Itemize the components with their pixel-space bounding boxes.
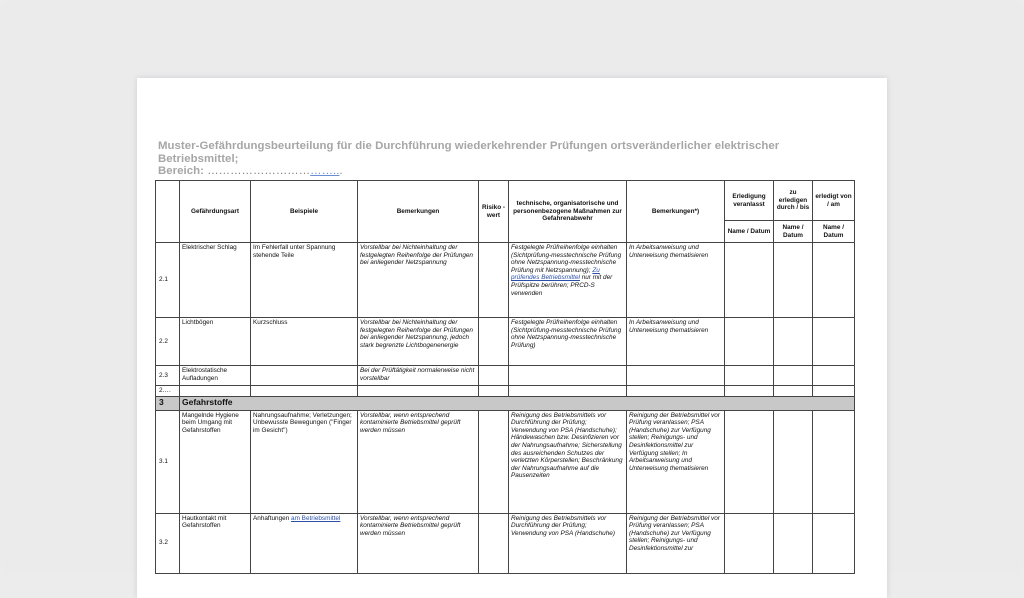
cell-zu-erledigen (774, 243, 813, 318)
massnahmen-text: Festgelegte Prüfreihenfolge einhalten (Sichtprüfung-messtechnische Prüfung ohne Netzspannung-messtechnische Prüfung mit Netzspannung); (511, 244, 622, 274)
cell-risikowert (479, 366, 509, 386)
table-row (156, 410, 855, 513)
cell-beispiele (251, 513, 358, 573)
beispiele-text: Anhaftungen (253, 514, 290, 522)
cell-massnahmen (509, 386, 627, 397)
cell-bemerkungen2: In Arbeitsanweisung und Unterweisung thematisieren (627, 318, 725, 366)
cell-bemerkungen: Bei der Prüftätigkeit normalerweise nicht vorstellbar (358, 366, 479, 386)
row-number: 3.2 (156, 513, 180, 573)
cell-erledigung (725, 513, 774, 573)
cell-erledigt (813, 410, 855, 513)
cell-art: Lichtbögen (180, 318, 251, 366)
row-number: 2.1 (156, 243, 180, 318)
table-header-row (156, 181, 855, 221)
cell-erledigung (725, 366, 774, 386)
document-page (137, 78, 887, 598)
cell-zu-erledigen (774, 366, 813, 386)
cell-art: Hautkontakt mit Gefahrstoffen (180, 513, 251, 573)
cell-bemerkungen2: Reinigung der Betriebsmittel vor Prüfung veranlassen; PSA (Handschuhe) zur Verfügung stellen; Reinigungs- und Desinfektionsmittel zur Verfügung stellen; In Arbeitsanweisung und Unterweisung thematisieren (627, 410, 725, 513)
cell-erledigt (813, 318, 855, 366)
cell-bemerkungen: Vorstellbar bei Nichteinhaltung der festgelegten Reihenfolge der Prüfungen bei anliegender Netzspannung, jedoch stark begrenzte Lichtbogenenergie (358, 318, 479, 366)
cell-massnahmen: Reinigung des Betriebsmittels vor Durchführung der Prüfung; Verwendung von PSA (Handschuhe); Händewaschen bzw. Desinfizieren vor der Nahrungsaufnahme; Sicherstellung des ausreichenden Schutzes der verletzten Körperstellen; Beschränkung der Nahrungsaufnahme auf die Pausenzeiten (509, 410, 627, 513)
cell-risikowert (479, 386, 509, 397)
cell-bemerkungen (358, 386, 479, 397)
cell-massnahmen: Festgelegte Prüfreihenfolge einhalten (Sichtprüfung-messtechnische Prüfung ohne Netzspannung-messtechnische Prüfung) (509, 318, 627, 366)
massnahmen-link[interactable]: Zu prüfendes Betriebsmittel (511, 266, 600, 282)
cell-zu-erledigen (774, 318, 813, 366)
cell-art: Elektrischer Schlag (180, 243, 251, 318)
beispiele-link[interactable]: am Betriebsmittel (291, 514, 341, 522)
cell-zu-erledigen (774, 513, 813, 573)
header-bemerkungen: Bemerkungen (358, 181, 479, 243)
cell-beispiele (251, 366, 358, 386)
cell-art (180, 386, 251, 397)
section-number: 3 (156, 396, 180, 410)
area-link[interactable]: …….. (310, 165, 340, 177)
header-beispiele: Beispiele (251, 181, 358, 243)
subheader-name-datum: Name / Datum (725, 221, 774, 243)
cell-risikowert (479, 318, 509, 366)
cell-bemerkungen2: In Arbeitsanweisung und Unterweisung thematisieren (627, 243, 725, 318)
table-row (156, 366, 855, 386)
row-number: 3.1 (156, 410, 180, 513)
cell-erledigt (813, 366, 855, 386)
area-end: . (339, 165, 343, 177)
table-row (156, 318, 855, 366)
row-number: 2.2 (156, 318, 180, 366)
cell-beispiele: Kurzschluss (251, 318, 358, 366)
table-row (156, 386, 855, 397)
cell-risikowert (479, 410, 509, 513)
massnahmen-text: nur mit der Prüfspitze berühren; PRCD-S verwenden (511, 274, 613, 297)
table-row (156, 513, 855, 573)
cell-bemerkungen2 (627, 386, 725, 397)
cell-beispiele (251, 386, 358, 397)
cell-beispiele: Nahrungsaufnahme; Verletzungen; Unbewusste Bewegungen ("Finger im Gesicht") (251, 410, 358, 513)
cell-erledigt (813, 386, 855, 397)
table-row (156, 243, 855, 318)
cell-art: Mangelnde Hygiene beim Umgang mit Gefahrstoffen (180, 410, 251, 513)
cell-erledigung (725, 243, 774, 318)
area-blank: ……………………… (207, 165, 311, 177)
cell-bemerkungen: Vorstellbar, wenn entsprechend kontaminierte Betriebsmittel geprüft werden müssen (358, 410, 479, 513)
header-num (156, 181, 180, 243)
cell-zu-erledigen (774, 410, 813, 513)
title-line-1: Muster-Gefährdungsbeurteilung für die Durchführung wiederkehrender Prüfungen ortsveränderlicher elektrischer Betriebsmittel; (158, 140, 780, 165)
section-row (156, 396, 855, 410)
cell-risikowert (479, 513, 509, 573)
subheader-name-datum: Name / Datum (813, 221, 855, 243)
document-title (158, 140, 858, 178)
cell-beispiele: Im Fehlerfall unter Spannung stehende Teile (251, 243, 358, 318)
cell-erledigung (725, 386, 774, 397)
cell-art: Elektrostatische Aufladungen (180, 366, 251, 386)
cell-erledigung (725, 410, 774, 513)
cell-massnahmen (509, 366, 627, 386)
header-gefaehrdungsart: Gefährdungsart (180, 181, 251, 243)
subheader-name-datum: Name / Datum (774, 221, 813, 243)
area-label: Bereich: (158, 165, 204, 177)
cell-bemerkungen2: Reinigung der Betriebsmittel vor Prüfung veranlassen; PSA (Handschuhe) zur Verfügung stellen; Reinigungs- und Desinfektionsmittel zur (627, 513, 725, 573)
row-number: 2.3 (156, 366, 180, 386)
header-erledigung: Erledigung veranlasst (725, 181, 774, 221)
cell-erledigt (813, 513, 855, 573)
cell-risikowert (479, 243, 509, 318)
header-risikowert: Risiko -wert (479, 181, 509, 243)
cell-erledigung (725, 318, 774, 366)
header-massnahmen: technische, organisatorische und personenbezogene Maßnahmen zur Gefahrenabwehr (509, 181, 627, 243)
cell-bemerkungen: Vorstellbar, wenn entsprechend kontaminierte Betriebsmittel geprüft werden müssen (358, 513, 479, 573)
header-zu-erledigen: zu erledigen durch / bis (774, 181, 813, 221)
cell-erledigt (813, 243, 855, 318)
risk-assessment-table (155, 180, 855, 574)
section-title: Gefahrstoffe (180, 396, 855, 410)
cell-massnahmen (509, 243, 627, 318)
cell-bemerkungen: Vorstellbar bei Nichteinhaltung der festgelegten Reihenfolge der Prüfungen bei anliegender Netzspannung (358, 243, 479, 318)
header-erledigt: erledigt von / am (813, 181, 855, 221)
cell-zu-erledigen (774, 386, 813, 397)
cell-bemerkungen2 (627, 366, 725, 386)
cell-massnahmen: Reinigung des Betriebsmittels vor Durchführung der Prüfung; Verwendung von PSA (Handschuhe) (509, 513, 627, 573)
row-number: 2…. (156, 386, 180, 397)
header-bemerkungen2: Bemerkungen*) (627, 181, 725, 243)
